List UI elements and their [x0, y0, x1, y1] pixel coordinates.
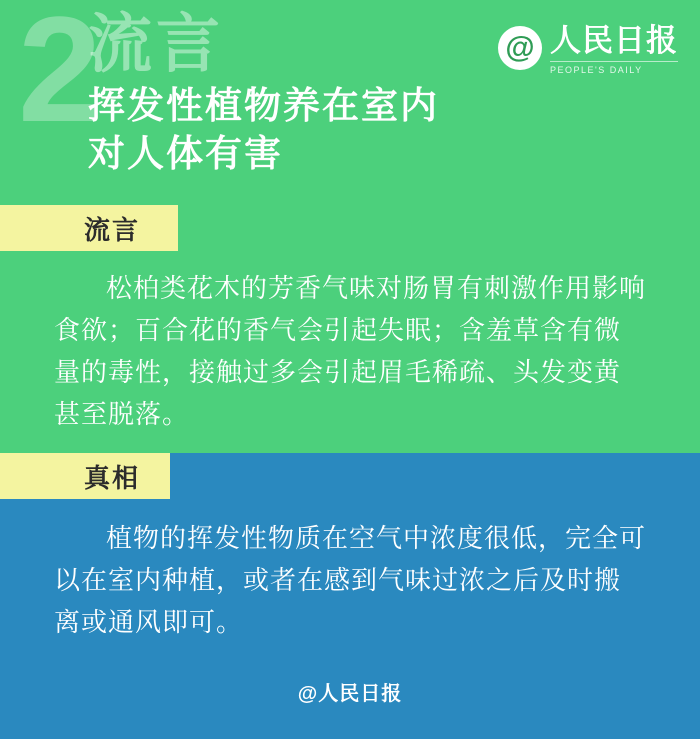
item-number: 2	[18, 0, 100, 153]
logo-english-name: PEOPLE'S DAILY	[550, 65, 643, 75]
rumor-label-text: 流言	[84, 214, 141, 245]
truth-label-bar	[0, 453, 700, 499]
headline-line-1: 挥发性植物养在室内	[88, 85, 439, 126]
footer-credit: @人民日报	[297, 682, 403, 705]
headline-line-2: 对人体有害	[88, 133, 283, 174]
rumor-section	[0, 251, 700, 453]
peoples-daily-logo	[498, 24, 678, 75]
rumor-paragraph: 松柏类花木的芳香气味对肠胃有刺激作用影响食欲；百合花的香气会引起失眠；含羞草含有微量的毒性，接触过多会引起眉毛稀疏、头发变黄甚至脱落。	[54, 273, 647, 429]
at-icon: @	[498, 26, 542, 70]
poster-header	[0, 0, 700, 205]
truth-section	[0, 499, 700, 643]
watermark-rumor-word: 流言	[88, 8, 224, 80]
truth-label-text: 真相	[84, 462, 141, 493]
page-title	[88, 82, 439, 178]
truth-paragraph: 植物的挥发性物质在空气中浓度很低，完全可以在室内种植，或者在感到气味过浓之后及时搬离或通风即可。	[54, 523, 647, 637]
logo-text-block	[550, 24, 678, 75]
poster-footer	[0, 643, 700, 739]
logo-chinese-name: 人民日报	[550, 23, 678, 58]
rumor-label-bar	[0, 205, 700, 251]
logo-divider	[550, 61, 678, 62]
